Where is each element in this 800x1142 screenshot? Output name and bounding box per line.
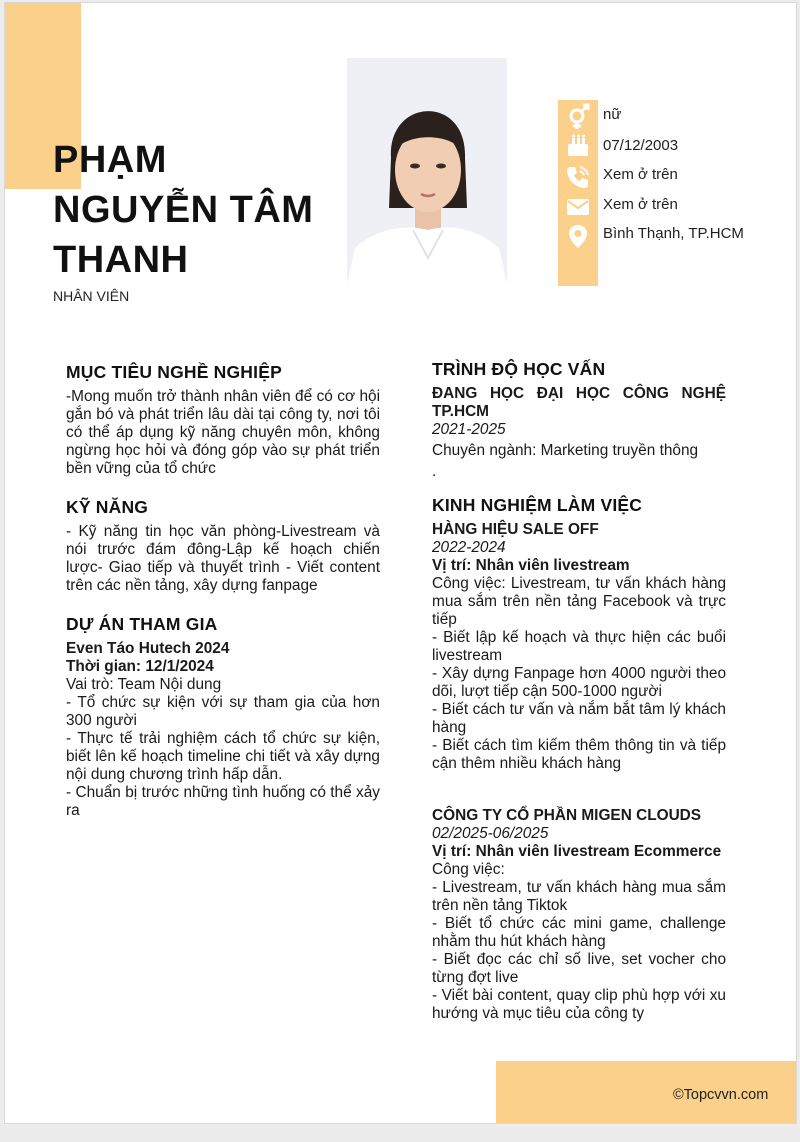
experience-section [432,496,726,1023]
project-time: Thời gian: 12/1/2024 [66,658,214,675]
birthday-icon [564,132,592,160]
profile-photo [347,58,507,284]
job-line: - Biết đọc các chỉ số live, set vocher cho từng đợt live [432,951,726,986]
cv-page [4,2,797,1124]
name-line-1: PHẠM [53,139,167,181]
education-period: 2021-2025 [432,421,506,438]
job-company: CÔNG TY CỔ PHẦN MIGEN CLOUDS [432,807,702,824]
skills-title: KỸ NĂNG [66,497,149,517]
job-line: - Biết cách tư vấn và nắm bắt tâm lý khách hàng [432,701,726,736]
left-column [66,363,380,820]
project-role: Vai trò: Team Nội dung [66,676,222,693]
job-period: 2022-2024 [432,539,506,556]
job-line: - Biết cách tìm kiếm thêm thông tin và tiếp cận thêm nhiều khách hàng [432,737,726,772]
project-item: - Tổ chức sự kiện với sự tham gia của hơn 300 người [66,694,380,729]
job-role: Vị trí: Nhân viên livestream [432,557,630,574]
footer-watermark: ©Topcvvn.com [673,1087,769,1103]
candidate-name [53,135,353,285]
objective-title: MỤC TIÊU NGHỀ NGHIỆP [66,362,282,382]
contact-birthday: 07/12/2003 [603,137,679,154]
job-entry [432,521,726,773]
education-major: Chuyên ngành: Marketing truyền thông [432,442,699,459]
project-item: - Chuẩn bị trước những tình huống có thể xảy ra [66,784,380,819]
objective-text: -Mong muốn trở thành nhân viên để có cơ hội gắn bó và phát triển lâu dài tại công ty, nơi tôi có thể áp dụng kỹ năng chuyên môn, không ngừng học hỏi và đóng góp vào sự phát triển bền vững của tổ chức [66,388,380,477]
education-school: ĐANG HỌC ĐẠI HỌC CÔNG NGHỆ TP.HCM [432,385,726,420]
email-icon [564,193,592,221]
right-column [432,360,726,1023]
skills-section [66,498,380,595]
skills-text: - Kỹ năng tin học văn phòng-Livestream và nói trước đám đông-Lập kế hoạch chiến lược- Giao tiếp và thuyết trình - Viết content trên các nền tảng, xây dựng fanpage [66,523,380,594]
name-line-2: NGUYỄN TÂM [53,189,314,231]
contact-gender: nữ [603,106,622,123]
job-company: HÀNG HIỆU SALE OFF [432,521,599,538]
job-entry [432,807,726,1023]
objective-section [66,363,380,478]
candidate-position: NHÂN VIÊN [53,288,130,304]
gender-icon [564,102,592,130]
projects-title: DỰ ÁN THAM GIA [66,614,218,634]
experience-title: KINH NGHIỆM LÀM VIỆC [432,495,643,515]
project-name: Even Táo Hutech 2024 [66,640,230,657]
project-item: - Thực tế trải nghiệm cách tổ chức sự kiện, biết lên kế hoạch timeline chi tiết và xây dựng nội dung chương trình hấp dẫn. [66,730,380,783]
job-line: - Xây dựng Fanpage hơn 4000 người theo dõi, lượt tiếp cận 500-1000 người [432,665,726,700]
education-note: . [432,463,437,480]
job-line: - Viết bài content, quay clip phù hợp với xu hướng và mục tiêu của công ty [432,987,726,1022]
job-role: Vị trí: Nhân viên livestream Ecommerce [432,843,722,860]
name-line-3: THANH [53,239,189,281]
contact-address: Bình Thạnh, TP.HCM [603,225,744,242]
job-line: - Biết lập kế hoạch và thực hiện các buổi livestream [432,629,726,664]
job-line: Công việc: [432,861,505,878]
job-period: 02/2025-06/2025 [432,825,549,842]
education-title: TRÌNH ĐỘ HỌC VẤN [432,359,606,379]
education-section [432,360,726,481]
contact-phone: Xem ở trên [603,166,678,183]
phone-icon [564,163,592,191]
job-line: - Biết tổ chức các mini game, challenge nhằm thu hút khách hàng [432,915,726,950]
contact-email: Xem ở trên [603,196,678,213]
location-icon [564,222,592,250]
job-line: - Livestream, tư vấn khách hàng mua sắm trên nền tảng Tiktok [432,879,726,914]
projects-section [66,615,380,820]
job-line: Công việc: Livestream, tư vấn khách hàng mua sắm trên nền tảng Facebook và trực tiếp [432,575,726,628]
